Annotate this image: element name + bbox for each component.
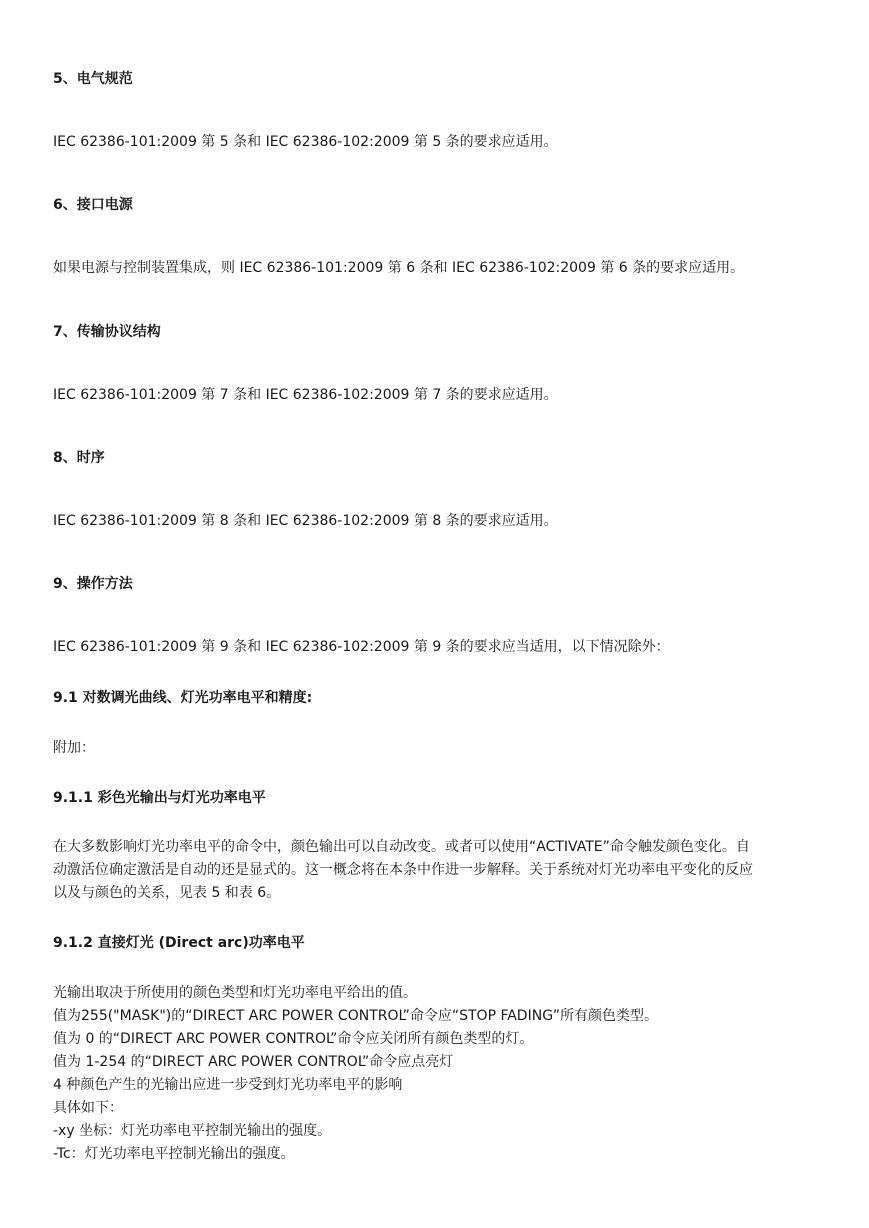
paragraph-line: 以及与颜色的关系，见表 5 和表 6。 (53, 885, 281, 901)
text-section-9-1: 附加： (53, 740, 95, 756)
paragraph-line: 动激活位确定激活是自动的还是显式的。这一概念将在本条中作进一步解释。关于系统对灯光功率电平变化的反应 (53, 862, 753, 878)
heading-section-8: 8、时序 (53, 450, 105, 466)
paragraph-line: 在大多数影响灯光功率电平的命令中，颜色输出可以自动改变。或者可以使用“ACTIVATE”命令触发颜色变化。自 (53, 839, 750, 855)
paragraph-section-9-1-1 (53, 836, 819, 905)
paragraph-line: -Tc：灯光功率电平控制光输出的强度。 (53, 1146, 295, 1162)
text-section-6: 如果电源与控制装置集成，则 IEC 62386-101:2009 第 6 条和 IEC 62386-102:2009 第 6 条的要求应适用。 (53, 260, 745, 276)
text-section-8: IEC 62386-101:2009 第 8 条和 IEC 62386-102:2009 第 8 条的要求应适用。 (53, 513, 558, 529)
paragraph-line: 值为255("MASK")的“DIRECT ARC POWER CONTROL”命令应“STOP FADING”所有颜色类型。 (53, 1008, 658, 1024)
heading-section-9-1: 9.1 对数调光曲线、灯光功率电平和精度: (53, 690, 313, 706)
heading-section-5: 5、电气规范 (53, 71, 133, 87)
heading-section-9: 9、操作方法 (53, 576, 133, 592)
text-section-7: IEC 62386-101:2009 第 7 条和 IEC 62386-102:2009 第 7 条的要求应适用。 (53, 387, 558, 403)
text-section-9: IEC 62386-101:2009 第 9 条和 IEC 62386-102:2009 第 9 条的要求应当适用，以下情况除外： (53, 639, 670, 655)
paragraph-line: 4 种颜色产生的光输出应进一步受到灯光功率电平的影响 (53, 1077, 403, 1093)
paragraph-line: 值为 1-254 的“DIRECT ARC POWER CONTROL”命令应点亮灯 (53, 1054, 454, 1070)
heading-section-6: 6、接口电源 (53, 197, 133, 213)
text-section-5: IEC 62386-101:2009 第 5 条和 IEC 62386-102:2009 第 5 条的要求应适用。 (53, 134, 558, 150)
paragraph-line: 值为 0 的“DIRECT ARC POWER CONTROL”命令应关闭所有颜色类型的灯。 (53, 1031, 534, 1047)
heading-section-9-1-1: 9.1.1 彩色光输出与灯光功率电平 (53, 790, 266, 806)
paragraph-line: 具体如下： (53, 1100, 123, 1116)
paragraph-line: 光输出取决于所使用的颜色类型和灯光功率电平给出的值。 (53, 985, 417, 1001)
heading-section-7: 7、传输协议结构 (53, 324, 161, 340)
paragraph-section-9-1-2 (53, 982, 819, 1166)
heading-section-9-1-2: 9.1.2 直接灯光 (Direct arc)功率电平 (53, 935, 305, 951)
paragraph-line: -xy 坐标：灯光功率电平控制光输出的强度。 (53, 1123, 332, 1139)
